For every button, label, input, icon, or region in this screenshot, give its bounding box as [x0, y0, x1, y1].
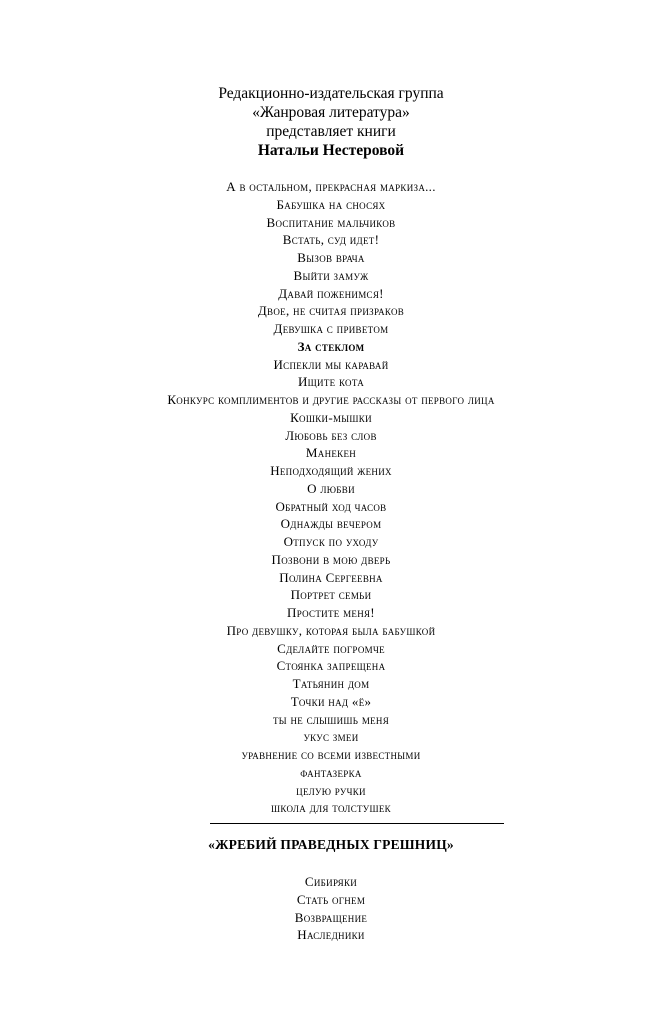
book-title: Кошки-мышки: [290, 409, 372, 425]
series-book-title: Сибиряки: [304, 874, 358, 889]
book-title: Ищите кота: [297, 374, 365, 390]
book-title: Девушка с приветом: [273, 321, 389, 336]
section-divider: [210, 823, 504, 824]
book-title: Портрет семьи: [290, 587, 372, 603]
book-title: Бабушка на сносях: [276, 196, 386, 212]
book-title: ты не слышишь меня: [272, 711, 390, 727]
book-title: школа для толстушек: [271, 800, 391, 816]
book-title: Полина Сергеевна: [279, 569, 383, 585]
book-title: Манекен: [305, 445, 357, 461]
book-title: Встать, суд идет!: [282, 232, 380, 248]
book-title: Стоянка запрещена: [276, 658, 386, 674]
book-title: Любовь без слов: [285, 427, 377, 443]
book-title: Однажды вечером: [280, 516, 382, 532]
book-title: Неподходящий жених: [270, 463, 392, 478]
series-book-list: [0, 873, 662, 944]
book-title: Конкурс комплиментов и другие рассказы от первого лица: [167, 392, 495, 407]
series-book-title: Возвращение: [294, 909, 368, 925]
book-title: Татьянин дом: [292, 676, 370, 691]
book-title: Сделайте погромче: [277, 640, 385, 656]
book-title: Простите меня!: [287, 605, 375, 620]
presents-line: представляет книги: [266, 123, 396, 140]
book-title: укус змеи: [303, 729, 359, 745]
book-title: А в остальном, прекрасная маркиза...: [226, 179, 436, 194]
series-book-title: Наследники: [297, 927, 365, 943]
publisher-series-line: «Жанровая литература»: [252, 104, 410, 121]
book-title: Точки над «ё»: [290, 693, 372, 709]
book-title: Воспитание мальчиков: [266, 214, 396, 230]
book-title: Про девушку, которая была бабушкой: [226, 622, 436, 638]
publisher-line: Редакционно-издательская группа: [218, 85, 444, 102]
book-list: [0, 178, 662, 817]
series-title: «ЖРЕБИЙ ПРАВЕДНЫХ ГРЕШНИЦ»: [208, 837, 454, 852]
book-title-highlighted: За стеклом: [297, 338, 365, 354]
book-title: целую ручки: [296, 782, 366, 798]
book-title: Выйти замуж: [293, 267, 369, 283]
book-title: Обратный ход часов: [275, 498, 387, 514]
book-title: уравнение со всеми известными: [241, 747, 421, 762]
book-title: Давай поженимся!: [278, 285, 384, 301]
book-title: Испекли мы каравай: [273, 356, 389, 372]
series-book-title: Стать огнем: [296, 891, 366, 907]
book-title: фантазерка: [300, 764, 362, 780]
book-title: Позвони в мою дверь: [271, 551, 391, 567]
author-name: Натальи Нестеровой: [257, 142, 405, 159]
book-title: О любви: [307, 480, 355, 496]
book-title: Вызов врача: [297, 250, 365, 265]
book-title: Отпуск по уходу: [283, 534, 379, 549]
publisher-header: [0, 84, 662, 160]
book-title: Двое, не считая призраков: [257, 303, 405, 319]
